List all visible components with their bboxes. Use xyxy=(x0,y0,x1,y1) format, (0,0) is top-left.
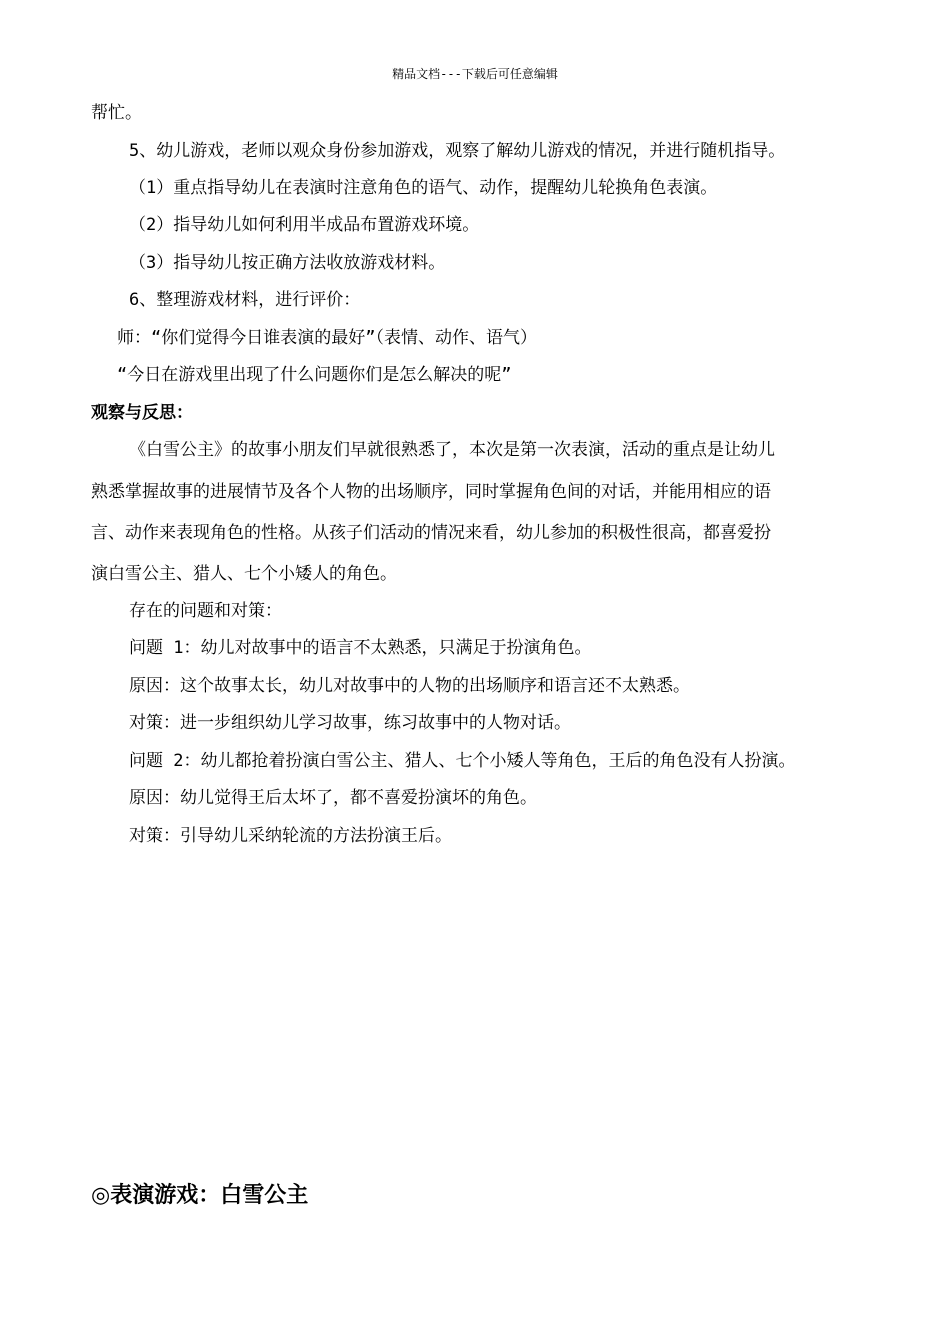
body-line-8: “今日在游戏里出现了什么问题你们是怎么解决的呢” xyxy=(117,365,512,385)
reflection-line-2: 熟悉掌握故事的进展情节及各个人物的出场顺序，同时掌握角色间的对话，并能用相应的语 xyxy=(91,482,771,502)
reflection-line-8: 对策：进一步组织幼儿学习故事，练习故事中的人物对话。 xyxy=(129,713,571,733)
body-line-6: 6、整理游戏材料，进行评价： xyxy=(129,290,361,310)
body-line-7: 师：“你们觉得今日谁表演的最好”（表情、动作、语气） xyxy=(117,328,537,348)
reflection-line-7: 原因：这个故事太长，幼儿对故事中的人物的出场顺序和语言还不太熟悉。 xyxy=(129,676,690,696)
reflection-line-10: 原因：幼儿觉得王后太坏了，都不喜爱扮演坏的角色。 xyxy=(129,788,537,808)
body-line-5: （3）指导幼儿按正确方法收放游戏材料。 xyxy=(129,253,446,273)
reflection-line-6: 问题 1：幼儿对故事中的语言不太熟悉，只满足于扮演角色。 xyxy=(129,638,592,658)
reflection-line-5: 存在的问题和对策： xyxy=(129,601,282,621)
body-line-1: 帮忙。 xyxy=(91,103,142,123)
section-title: ◎表演游戏：白雪公主 xyxy=(91,1183,309,1208)
body-line-2: 5、幼儿游戏，老师以观众身份参加游戏，观察了解幼儿游戏的情况，并进行随机指导。 xyxy=(129,141,786,161)
reflection-line-4: 演白雪公主、猎人、七个小矮人的角色。 xyxy=(91,564,397,584)
reflection-heading: 观察与反思： xyxy=(91,403,193,423)
reflection-line-9: 问题 2：幼儿都抢着扮演白雪公主、猎人、七个小矮人等角色，王后的角色没有人扮演。 xyxy=(129,751,796,771)
body-line-3: （1）重点指导幼儿在表演时注意角色的语气、动作，提醒幼儿轮换角色表演。 xyxy=(129,178,718,198)
reflection-line-3: 言、动作来表现角色的性格。从孩子们活动的情况来看，幼儿参加的积极性很高，都喜爱扮 xyxy=(91,523,771,543)
reflection-line-11: 对策：引导幼儿采纳轮流的方法扮演王后。 xyxy=(129,826,452,846)
page-header: 精品文档---下载后可任意编辑 xyxy=(392,67,558,81)
reflection-line-1: 《白雪公主》的故事小朋友们早就很熟悉了，本次是第一次表演，活动的重点是让幼儿 xyxy=(129,440,775,460)
body-line-4: （2）指导幼儿如何利用半成品布置游戏环境。 xyxy=(129,215,480,235)
